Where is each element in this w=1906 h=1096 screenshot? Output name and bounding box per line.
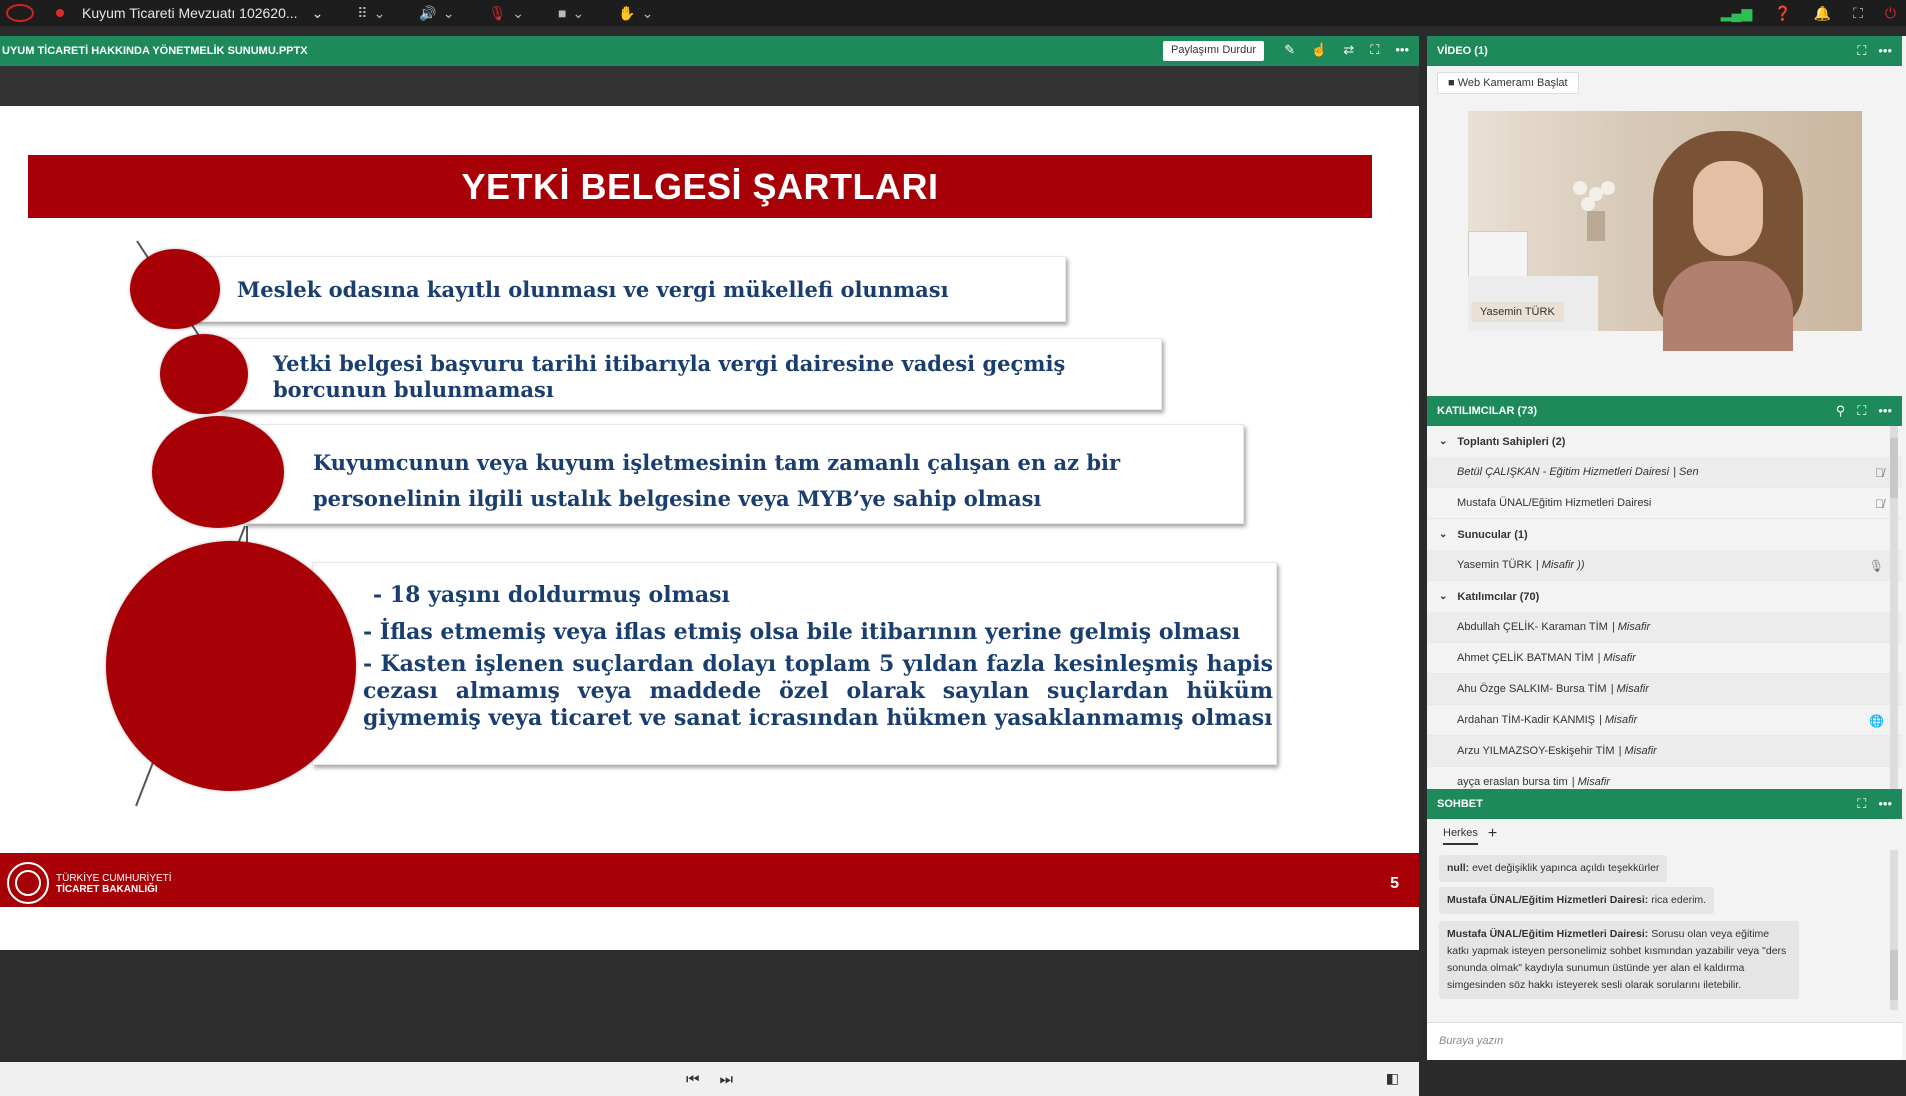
- share-pod: [0, 36, 1419, 1088]
- participant-row[interactable]: ayça eraslan bursa tim | Misafir: [1427, 767, 1902, 798]
- start-webcam-button[interactable]: [1437, 72, 1579, 94]
- webcam-icon: ■: [1448, 77, 1455, 89]
- next-slide-icon[interactable]: ⏭: [719, 1070, 734, 1088]
- mic-off-icon: 🎙̸: [1875, 466, 1884, 480]
- chat-message: Mustafa ÜNAL/Eğitim Hizmetleri Dairesi: rica ederim.: [1439, 887, 1714, 914]
- chat-message: Mustafa ÜNAL/Eğitim Hizmetleri Dairesi: Sorusu olan veya eğitime katkı yapmak isteyen personelimiz sohbet kısmından yazabilir veya "ders sonunda olmak" kaydıyla sunumun üstünde yer alan el kaldırma simgesinden söz hakkı isteyerek sesli olarak sorularını iletebilir.: [1439, 921, 1799, 999]
- requirement-box-4: [312, 562, 1277, 765]
- video-pod: [1427, 66, 1902, 390]
- maximize-icon[interactable]: ⛶: [1857, 403, 1867, 418]
- apps-grid-button[interactable]: [357, 5, 385, 22]
- recording-indicator: [56, 9, 64, 17]
- requirement-text: Kuyumcunun veya kuyum işletmesinin tam zamanlı çalışan en az bir personelinin ilgili ustalık belgesine veya MYB’ye sahip olması: [313, 450, 1121, 511]
- video-pod-header: [1427, 36, 1902, 66]
- requirement-line: - Kasten işlenen suçlardan dolayı toplam 5 yıldan fazla kesinleşmiş hapis cezası almamış veya maddede özel olarak sayılan suçlardan hüküm giymemiş veya ticaret ve sanat icrasından hükmen yasaklanmamış olması: [363, 651, 1273, 731]
- group-attendees[interactable]: ⌄ Katılımcılar (70): [1439, 590, 1540, 603]
- sidebar-toggle-icon[interactable]: ◧: [1385, 1070, 1399, 1086]
- requirement-circle: [152, 416, 284, 528]
- stop-sharing-button[interactable]: Paylaşımı Durdur: [1163, 41, 1264, 61]
- maximize-icon[interactable]: ⛶: [1857, 43, 1867, 58]
- annotate-pen-icon[interactable]: ✎: [1284, 42, 1296, 57]
- chevron-down-icon: ⌄: [1439, 436, 1448, 447]
- mic-icon: 🎙: [1868, 559, 1884, 573]
- chevron-down-icon: ⌄: [442, 4, 455, 21]
- chat-tab-everyone[interactable]: Herkes: [1443, 823, 1478, 845]
- speaker-button[interactable]: [419, 5, 454, 22]
- slide-title: YETKİ BELGESİ ŞARTLARI: [28, 155, 1372, 218]
- participant-row[interactable]: Abdullah ÇELİK- Karaman TİM | Misafir: [1427, 612, 1902, 643]
- chevron-down-icon: ⌄: [572, 4, 585, 21]
- participant-row[interactable]: Ardahan TİM-Kadir KANMIŞ | Misafir 🌐: [1427, 705, 1902, 736]
- more-options-icon[interactable]: •••: [1878, 43, 1892, 58]
- participants-pod-header: [1427, 396, 1902, 426]
- meeting-title[interactable]: Kuyum Ticareti Mevzuatı 102620...: [82, 5, 298, 21]
- chat-input[interactable]: Buraya yazın: [1427, 1022, 1902, 1060]
- start-webcam-label: Web Kameramı Başlat: [1457, 77, 1568, 89]
- previous-slide-icon[interactable]: ⏮: [685, 1070, 700, 1088]
- group-hosts[interactable]: ⌄ Toplantı Sahipleri (2): [1439, 435, 1566, 448]
- raise-hand-button[interactable]: [618, 5, 653, 22]
- top-menu-bar: [0, 0, 1906, 26]
- more-options-icon[interactable]: •••: [1878, 403, 1892, 418]
- flowers-shape: [1573, 181, 1619, 241]
- share-toolbar-area: [0, 66, 1419, 106]
- share-empty-area: [0, 950, 1419, 1062]
- chat-scrollbar[interactable]: [1890, 850, 1898, 1010]
- globe-icon: 🌐: [1869, 714, 1884, 728]
- presentation-slide: [0, 106, 1419, 950]
- share-pod-title: UYUM TİCARETİ HAKKINDA YÖNETMELİK SUNUMU.PPTX: [2, 45, 308, 57]
- participants-list: [1427, 426, 1902, 810]
- requirement-box-2: [219, 338, 1162, 410]
- requirement-circle: [106, 541, 356, 791]
- requirement-box-3: [244, 424, 1244, 524]
- chat-message: null: evet değişiklik yapınca açıldı teşekkürler: [1439, 855, 1667, 882]
- requirement-text: Meslek odasına kayıtlı olunması ve vergi mükellefi olunması: [237, 277, 949, 302]
- participant-row[interactable]: Ahmet ÇELİK BATMAN TİM | Misafir: [1427, 643, 1902, 674]
- slide-navigation-bar: [0, 1062, 1419, 1096]
- search-icon[interactable]: ⚲: [1835, 403, 1846, 418]
- presenter-figure: [1643, 131, 1813, 341]
- video-pod-title: VİDEO (1): [1437, 45, 1488, 57]
- maximize-icon[interactable]: ⛶: [1857, 796, 1867, 811]
- participant-row[interactable]: Yasemin TÜRK | Misafir )) 🎙: [1427, 550, 1902, 581]
- chat-messages: [1427, 850, 1902, 1010]
- chevron-down-icon[interactable]: ⌄: [311, 4, 324, 21]
- chat-pod-header: [1427, 789, 1902, 819]
- chat-pod: [1427, 819, 1902, 1060]
- chat-pod-title: SOHBET: [1437, 798, 1483, 810]
- requirement-box-1: [178, 256, 1066, 322]
- power-icon[interactable]: ⏻: [1884, 4, 1896, 21]
- microphone-muted-icon: 🎙: [488, 4, 507, 21]
- presenter-video-feed[interactable]: [1468, 111, 1862, 331]
- participant-row[interactable]: Mustafa ÜNAL/Eğitim Hizmetleri Dairesi 🎙̸: [1427, 488, 1902, 519]
- chevron-down-icon: ⌄: [1439, 529, 1448, 540]
- group-presenters[interactable]: ⌄ Sunucular (1): [1439, 528, 1528, 541]
- slide-page-number: 5: [1390, 875, 1399, 892]
- presenter-name-tag: Yasemin TÜRK: [1471, 302, 1564, 322]
- chevron-down-icon: ⌄: [512, 4, 524, 21]
- chevron-down-icon: ⌄: [373, 4, 386, 21]
- chat-tabs: [1427, 819, 1902, 849]
- camera-button[interactable]: [558, 5, 584, 22]
- connection-strength-icon[interactable]: ▂▄▆: [1720, 4, 1753, 21]
- participants-pod-title: KATILIMCILAR (73): [1437, 405, 1538, 417]
- right-panel: [1427, 36, 1906, 1060]
- maximize-icon[interactable]: ⛶: [1370, 42, 1380, 57]
- connector-lines: [0, 106, 1419, 950]
- participants-scrollbar[interactable]: [1890, 426, 1898, 810]
- participant-row[interactable]: Arzu YILMAZSOY-Eskişehir TİM | Misafir: [1427, 736, 1902, 767]
- ministry-line-2: TİCARET BAKANLIĞI: [56, 884, 158, 895]
- speaker-icon: 🔊: [419, 4, 437, 21]
- more-options-icon[interactable]: •••: [1395, 42, 1409, 57]
- ministry-line-1: TÜRKİYE CUMHURİYETİ: [56, 873, 172, 884]
- mic-off-icon: 🎙̸: [1875, 497, 1884, 511]
- sync-icon[interactable]: ⇄: [1343, 42, 1355, 57]
- requirement-circle: [130, 249, 220, 329]
- requirement-text: Yetki belgesi başvuru tarihi itibarıyla vergi dairesine vadesi geçmiş borcunun bulunmaması: [273, 351, 1066, 402]
- chevron-down-icon: ⌄: [641, 4, 654, 21]
- requirement-line: - 18 yaşını doldurmuş olması: [373, 582, 730, 608]
- more-options-icon[interactable]: •••: [1878, 796, 1892, 811]
- ministry-name: [56, 873, 172, 895]
- fullscreen-icon[interactable]: ⛶: [1853, 4, 1863, 21]
- share-pod-header: [0, 36, 1419, 66]
- slide-footer: [0, 853, 1419, 910]
- camera-icon: ■: [557, 5, 567, 21]
- notification-bell-icon[interactable]: 🔔: [1813, 4, 1832, 21]
- requirement-line: - İflas etmemiş veya iflas etmiş olsa bile itibarının yerine gelmiş olması: [363, 619, 1241, 645]
- help-icon[interactable]: ❓: [1774, 4, 1792, 21]
- apps-grid-icon: ⠿: [357, 4, 368, 21]
- requirement-circle: [160, 334, 248, 414]
- add-chat-tab-icon[interactable]: +: [1487, 825, 1498, 842]
- ministry-logo-icon: [6, 861, 50, 905]
- pointer-hand-icon[interactable]: ☝: [1311, 42, 1328, 57]
- participant-row[interactable]: Betül ÇALIŞKAN - Eğitim Hizmetleri Dairesi | Sen 🎙̸: [1427, 457, 1902, 488]
- chevron-down-icon: ⌄: [1439, 591, 1448, 602]
- microphone-button[interactable]: [488, 5, 524, 22]
- raise-hand-icon: ✋: [618, 4, 636, 21]
- adobe-connect-logo-icon: [0, 0, 40, 26]
- participant-row[interactable]: Ahu Özge SALKIM- Bursa TİM | Misafir: [1427, 674, 1902, 705]
